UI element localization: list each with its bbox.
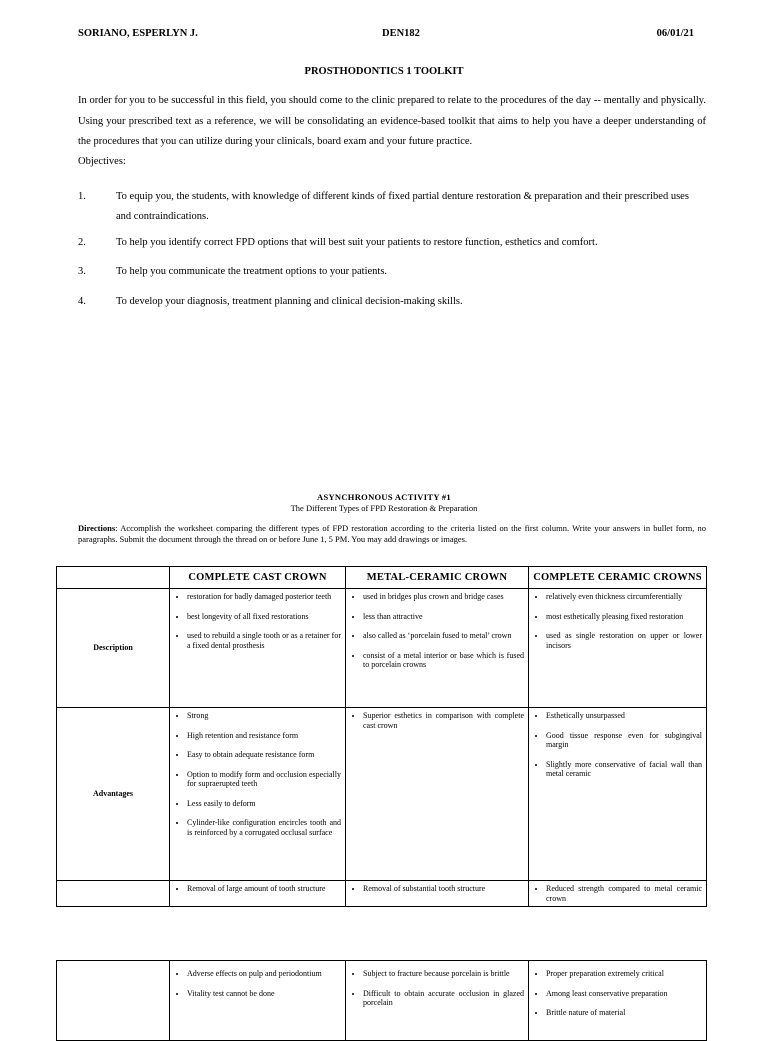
bullet-item: • Reduced strength compared to metal ceramic crown bbox=[546, 884, 702, 903]
bullet-item: • Proper preparation extremely critical bbox=[546, 969, 702, 979]
objective-number: 2. bbox=[78, 237, 86, 248]
activity-subtitle: The Different Types of FPD Restoration & Preparation bbox=[290, 503, 478, 513]
bullet-item: • Difficult to obtain accurate occlusion in glazed porcelain bbox=[363, 989, 524, 1008]
table-cell bbox=[529, 708, 707, 881]
bullet-item: • Strong bbox=[187, 711, 341, 721]
column-header: METAL-CERAMIC CROWN bbox=[346, 567, 529, 589]
bullet-item: • Among least conservative preparation bbox=[546, 989, 702, 999]
objective-text: To develop your diagnosis, treatment planning and clinical decision-making skills. bbox=[116, 296, 463, 307]
table-cell bbox=[529, 961, 707, 1041]
bullet-item: • Slightly more conservative of facial wall than metal ceramic bbox=[546, 760, 702, 779]
directions-text: : Accomplish the worksheet comparing the different types of FPD restoration according to the criteria listed on the first column. Write your answers in bullet form, no paragraphs. Submit the document through the thread on or before June 1, 5 PM. You may add drawings or images. bbox=[78, 523, 706, 544]
table-row bbox=[57, 589, 707, 708]
table-cell bbox=[170, 961, 346, 1041]
continuation-table bbox=[56, 960, 707, 1041]
bullet-item: • Vitality test cannot be done bbox=[187, 989, 341, 999]
bullet-item: • consist of a metal interior or base which is fused to porcelain crowns bbox=[363, 651, 524, 670]
bullet-item: • Cylinder-like configuration encircles tooth and is reinforced by a corrugated occlusal surface bbox=[187, 818, 341, 837]
objectives-label: Objectives: bbox=[78, 156, 126, 167]
bullet-item: • Superior esthetics in comparison with complete cast crown bbox=[363, 711, 524, 730]
student-name: SORIANO, ESPERLYN J. bbox=[78, 28, 198, 39]
bullet-item: • Brittle nature of material bbox=[546, 1008, 702, 1018]
bullet-item: • Removal of substantial tooth structure bbox=[363, 884, 524, 894]
bullet-item: • Easy to obtain adequate resistance form bbox=[187, 750, 341, 760]
row-label: Description bbox=[57, 589, 170, 708]
bullet-item: • relatively even thickness circumferentially bbox=[546, 592, 702, 602]
objective-text: To equip you, the students, with knowledge of different kinds of fixed partial denture restoration & preparation and their prescribed uses and contraindications. bbox=[116, 191, 689, 222]
bullet-item: • Adverse effects on pulp and periodontium bbox=[187, 969, 341, 979]
empty-header-cell bbox=[57, 567, 170, 589]
bullet-item: • best longevity of all fixed restorations bbox=[187, 612, 341, 622]
bullet-item: • Option to modify form and occlusion especially for supraerupted teeth bbox=[187, 770, 341, 789]
bullet-item: • less than attractive bbox=[363, 612, 524, 622]
table-row bbox=[57, 881, 707, 907]
objective-number: 4. bbox=[78, 296, 86, 307]
document-title: PROSTHODONTICS 1 TOOLKIT bbox=[304, 66, 464, 77]
table-cell bbox=[346, 881, 529, 907]
bullet-item: • Good tissue response even for subgingival margin bbox=[546, 731, 702, 750]
bullet-item: • used as single restoration on upper or lower incisors bbox=[546, 631, 702, 650]
bullet-item: • used to rebuild a single tooth or as a retainer for a fixed dental prosthesis bbox=[187, 631, 341, 650]
row-label bbox=[57, 881, 170, 907]
table-row bbox=[57, 708, 707, 881]
bullet-item: • also called as ‘porcelain fused to metal’ crown bbox=[363, 631, 524, 641]
objective-text: To help you identify correct FPD options that will best suit your patients to restore function, esthetics and comfort. bbox=[116, 237, 598, 248]
bullet-item: • Removal of large amount of tooth structure bbox=[187, 884, 341, 894]
row-label: Advantages bbox=[57, 708, 170, 881]
table-cell bbox=[170, 589, 346, 708]
column-header: COMPLETE CERAMIC CROWNS bbox=[529, 567, 707, 589]
bullet-item: • High retention and resistance form bbox=[187, 731, 341, 741]
bullet-item: • Esthetically unsurpassed bbox=[546, 711, 702, 721]
table-header-row bbox=[57, 567, 707, 589]
table-cell bbox=[170, 708, 346, 881]
table-cell bbox=[346, 589, 529, 708]
bullet-item: • used in bridges plus crown and bridge cases bbox=[363, 592, 524, 602]
table-cell bbox=[346, 708, 529, 881]
table-cell bbox=[346, 961, 529, 1041]
objective-text: To help you communicate the treatment options to your patients. bbox=[116, 266, 388, 277]
table-row bbox=[57, 961, 707, 1041]
directions-label: Directions bbox=[78, 523, 116, 533]
column-header: COMPLETE CAST CROWN bbox=[170, 567, 346, 589]
objective-number: 1. bbox=[78, 191, 86, 202]
page-header bbox=[78, 28, 694, 42]
intro-paragraph: In order for you to be successful in this field, you should come to the clinic prepared to relate to the procedures of the day -- mentally and physically. Using your prescribed text as a reference, we will be consolidating an evidence-based toolkit that aims to help you have a deeper understanding of the procedures that you can utilize during your clinicals, board exam and your future practice. bbox=[78, 95, 706, 147]
bullet-item: • Subject to fracture because porcelain is brittle bbox=[363, 969, 524, 979]
activity-title: ASYNCHRONOUS ACTIVITY #1 bbox=[317, 492, 451, 502]
course-code: DEN182 bbox=[382, 28, 420, 39]
row-label bbox=[57, 961, 170, 1041]
objective-number: 3. bbox=[78, 266, 86, 277]
comparison-table bbox=[56, 566, 707, 907]
bullet-item: • most esthetically pleasing fixed restoration bbox=[546, 612, 702, 622]
bullet-item: • restoration for badly damaged posterior teeth bbox=[187, 592, 341, 602]
activity-directions bbox=[78, 523, 706, 545]
table-cell bbox=[170, 881, 346, 907]
table-cell bbox=[529, 589, 707, 708]
header-date: 06/01/21 bbox=[656, 28, 694, 39]
table-cell bbox=[529, 881, 707, 907]
bullet-item: • Less easily to deform bbox=[187, 799, 341, 809]
